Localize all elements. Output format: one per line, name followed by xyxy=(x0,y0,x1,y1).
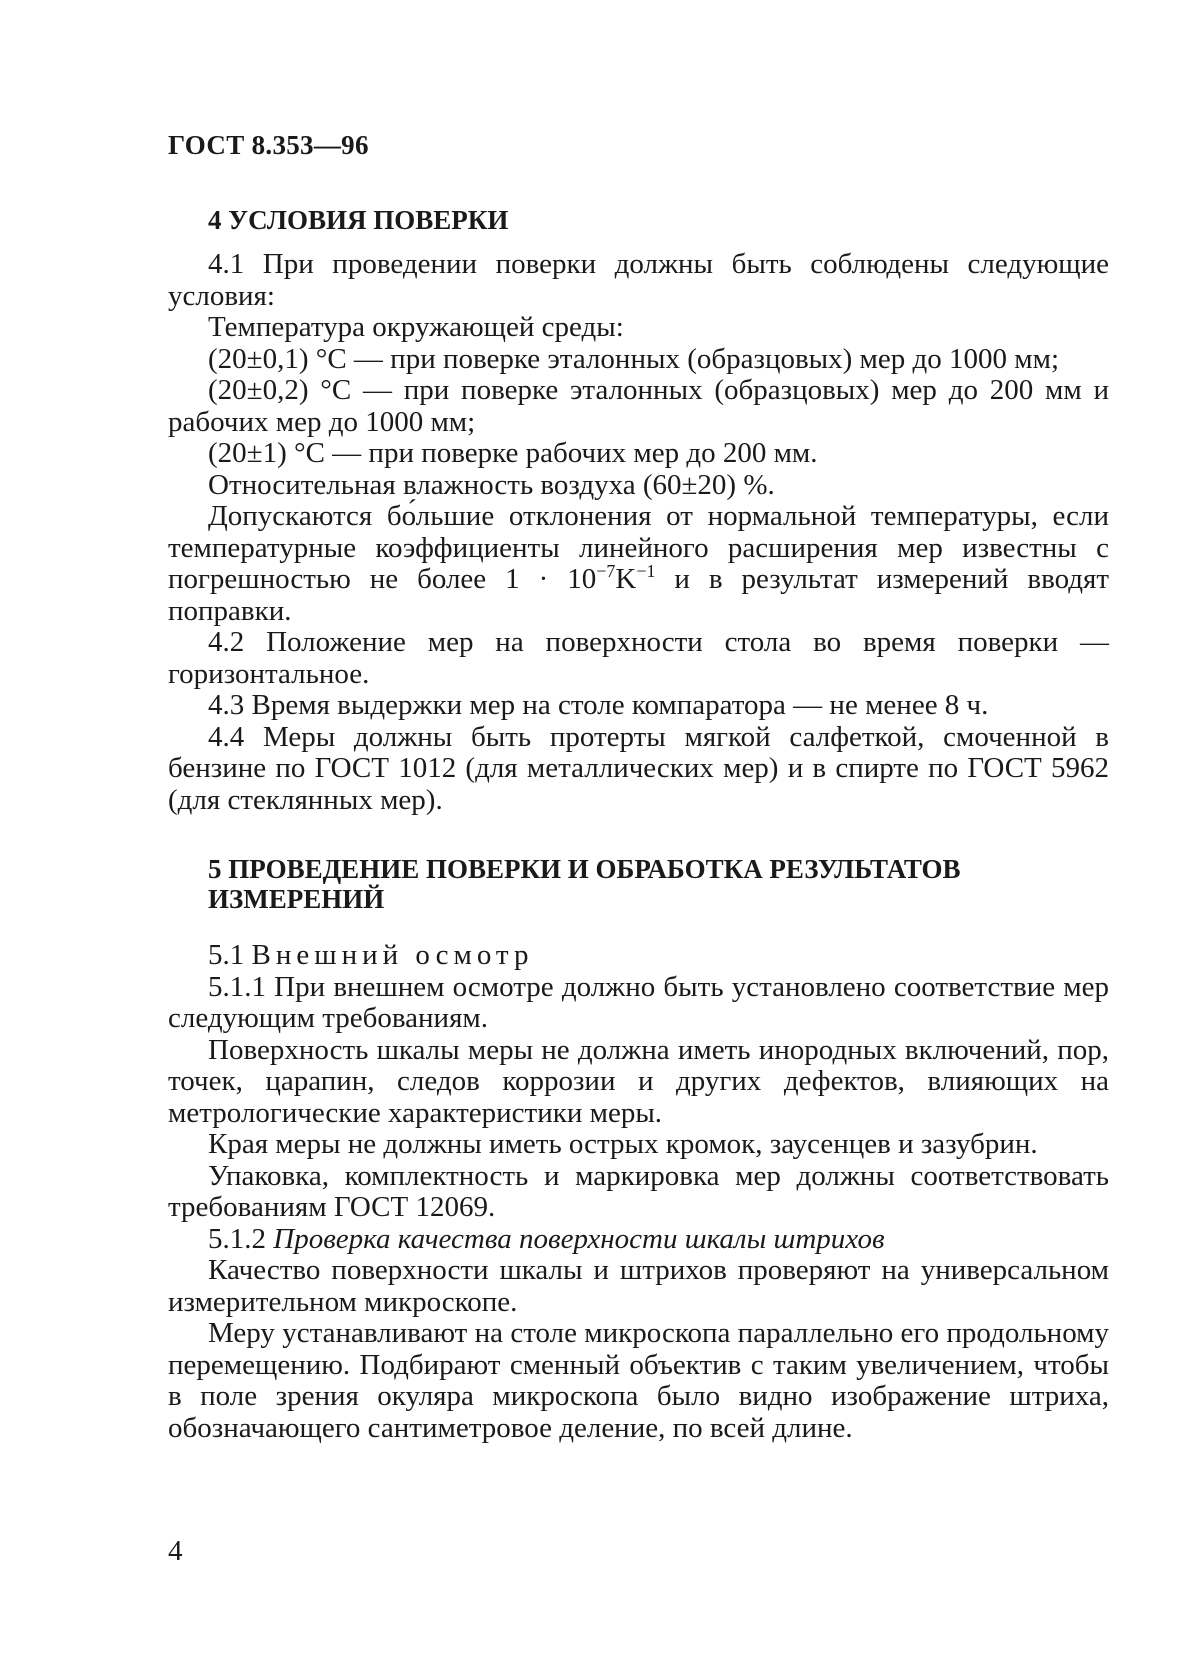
subsection-5-1-2-heading xyxy=(168,1224,1109,1256)
paragraph-4-2: 4.2 Положение мер на поверхности стола во время поверки — горизонтальное. xyxy=(168,626,1109,690)
paragraph-surface: Поверхность шкалы меры не должна иметь инородных включений, пор, точек, царапин, следов коррозии и других дефектов, влияющих на метрологические характеристики меры. xyxy=(168,1033,1109,1129)
paragraph-4-4: 4.4 Меры должны быть протерты мягкой салфеткой, смоченной в бензине по ГОСТ 1012 (для металлических мер) и в спирте по ГОСТ 5962 (для стеклянных мер). xyxy=(168,720,1109,816)
deviations-exponent-2: −1 xyxy=(636,561,656,581)
paragraph-temp-3: (20±1) °C — при поверке рабочих мер до 200 мм. xyxy=(208,437,818,469)
paragraph-5-1-1: 5.1.1 При внешнем осмотре должно быть установлено соответствие мер следующим требованиям. xyxy=(168,970,1109,1034)
deviations-text-a: Допускаются бо́льшие отклонения от нормальной температуры, если температурные коэффициенты линейного расширения мер известны с погрешностью не более 1 · 10 xyxy=(168,500,1109,595)
subsection-5-1-title: Внешний осмотр xyxy=(251,939,534,971)
document-page xyxy=(168,130,1109,1444)
paragraph-temp-1: (20±0,1) °C — при поверке эталонных (образцовых) мер до 1000 мм; xyxy=(208,342,1060,375)
deviations-text-c: и в результат измерений вводят поправки. xyxy=(168,563,1109,627)
subsection-5-1-number: 5.1 xyxy=(208,939,252,971)
paragraph-microscope: Меру устанавливают на столе микроскопа параллельно его продольному перемещению. Подбирают сменный объектив с таким увеличением, чтобы в поле зрения окуляра микроскопа было видно изображение штриха, обозначающего сантиметровое деление, по всей длине. xyxy=(168,1317,1109,1444)
section-5-title: 5 ПРОВЕДЕНИЕ ПОВЕРКИ И ОБРАБОТКА РЕЗУЛЬТАТОВ ИЗМЕРЕНИЙ xyxy=(208,854,961,914)
paragraph-4-3: 4.3 Время выдержки мер на столе компаратора — не менее 8 ч. xyxy=(208,689,989,721)
subsection-5-1-2-title: Проверка качества поверхности шкалы штрихов xyxy=(273,1222,885,1255)
paragraph-temp-2: (20±0,2) °C — при поверке эталонных (образцовых) мер до 200 мм и рабочих мер до 1000 мм; xyxy=(168,374,1109,438)
paragraph-edges: Края меры не должны иметь острых кромок, заусенцев и зазубрин. xyxy=(208,1128,1038,1160)
page-number: 4 xyxy=(168,1535,183,1567)
deviations-exponent-1: −7 xyxy=(596,561,616,581)
paragraph-humidity: Относительная влажность воздуха (60±20) %. xyxy=(208,468,775,501)
paragraph-temperature: Температура окружающей среды: xyxy=(208,311,624,343)
subsection-5-1-2-number: 5.1.2 xyxy=(208,1222,274,1255)
deviations-unit: K xyxy=(615,563,637,595)
standard-header: ГОСТ 8.353—96 xyxy=(168,130,369,160)
section-4-title: 4 УСЛОВИЯ ПОВЕРКИ xyxy=(208,205,509,235)
paragraph-4-1: 4.1 При проведении поверки должны быть соблюдены следующие условия: xyxy=(168,248,1109,312)
paragraph-quality: Качество поверхности шкалы и штрихов проверяют на универсальном измерительном микроскопе. xyxy=(168,1254,1109,1318)
paragraph-packaging: Упаковка, комплектность и маркировка мер должны соответствовать требованиям ГОСТ 12069. xyxy=(168,1159,1109,1223)
subsection-5-1-heading xyxy=(168,940,1109,972)
paragraph-deviations xyxy=(168,501,1109,627)
